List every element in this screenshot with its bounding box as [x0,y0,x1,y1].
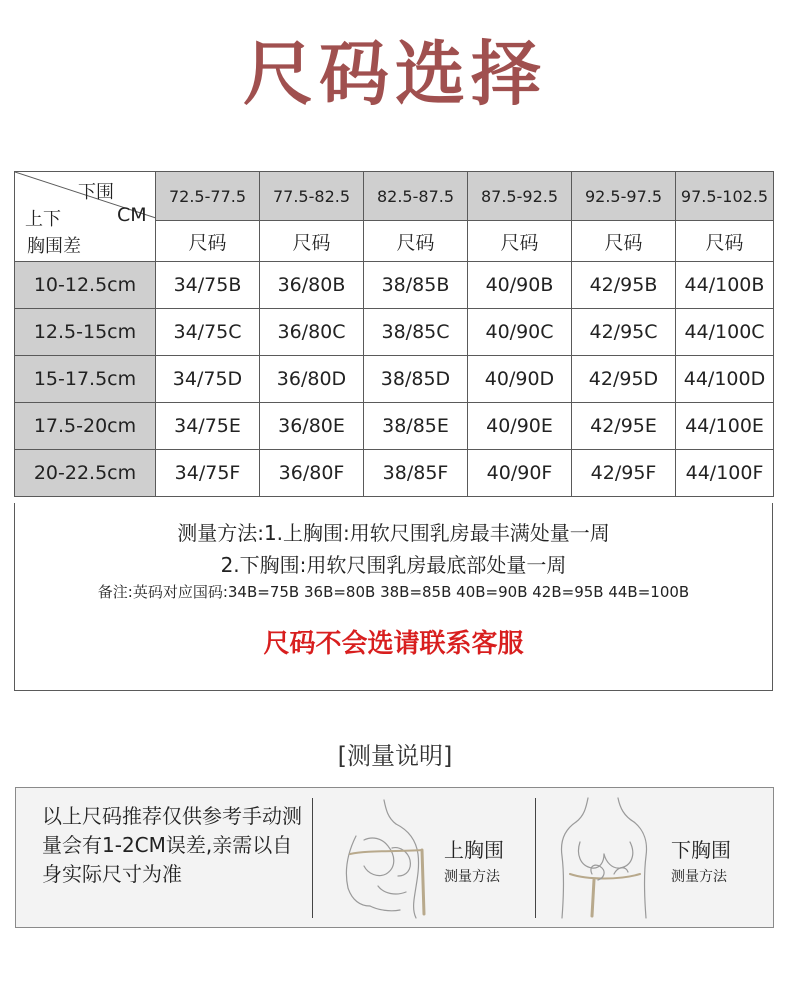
bust-diff-cell: 12.5-15cm [15,309,156,356]
size-label-cell: 尺码 [156,221,260,262]
size-cell: 40/90F [468,450,572,497]
size-table [14,171,774,497]
size-cell: 38/85F [364,450,468,497]
size-label-cell: 尺码 [468,221,572,262]
size-cell: 40/90B [468,262,572,309]
notes-box [14,503,773,691]
panel-divider [312,798,313,918]
size-cell: 42/95F [572,450,676,497]
size-cell: 42/95B [572,262,676,309]
table-corner-cell [15,172,156,262]
size-cell: 38/85C [364,309,468,356]
table-row [15,450,774,497]
size-cell: 34/75C [156,309,260,356]
panel-divider [535,798,536,918]
size-cell: 36/80D [260,356,364,403]
upper-bust-method-label: 测量方法 [444,869,500,885]
corner-bust-diff-label-1: 上下 [25,209,61,230]
corner-under-bust-label: 下围 [78,182,114,203]
size-label-cell: 尺码 [364,221,468,262]
size-cell: 44/100C [676,309,774,356]
size-label-cell: 尺码 [676,221,774,262]
table-row [15,309,774,356]
size-cell: 44/100E [676,403,774,450]
size-cell: 44/100F [676,450,774,497]
measure-method-line-1: 测量方法:1.上胸围:用软尺围乳房最丰满处量一周 [177,521,610,545]
size-cell: 44/100B [676,262,774,309]
range-header: 77.5-82.5 [260,172,364,221]
table-row [15,403,774,450]
size-cell: 42/95D [572,356,676,403]
size-cell: 40/90D [468,356,572,403]
table-row [15,262,774,309]
size-cell: 36/80F [260,450,364,497]
size-label-cell: 尺码 [572,221,676,262]
corner-unit-label: CM [117,204,147,226]
size-cell: 36/80C [260,309,364,356]
size-label-cell: 尺码 [260,221,364,262]
measure-method-line-2: 2.下胸围:用软尺围乳房最底部处量一周 [220,553,567,577]
size-cell: 34/75F [156,450,260,497]
range-header: 87.5-92.5 [468,172,572,221]
measure-section-title: [测量说明] [337,742,453,770]
size-cell: 40/90E [468,403,572,450]
size-cell: 36/80E [260,403,364,450]
size-cell: 38/85E [364,403,468,450]
size-conversion-note: 备注:英码对应国码:34B=75B 36B=80B 38B=85B 40B=90B 42B=95B 44B=100B [97,583,690,601]
size-cell: 40/90C [468,309,572,356]
range-header: 72.5-77.5 [156,172,260,221]
size-cell: 38/85D [364,356,468,403]
size-cell: 44/100D [676,356,774,403]
lower-bust-label: 下胸围 [671,838,731,862]
range-header: 82.5-87.5 [364,172,468,221]
bust-diff-cell: 10-12.5cm [15,262,156,309]
bust-diff-cell: 15-17.5cm [15,356,156,403]
page-title: 尺码选择 [243,33,547,115]
bust-diff-cell: 20-22.5cm [15,450,156,497]
size-cell: 34/75B [156,262,260,309]
lower-bust-figure-icon [548,796,660,920]
table-header-row [15,172,774,221]
measure-disclaimer: 以上尺码推荐仅供参考手动测量会有1-2CM误差,亲需以自身实际尺寸为准 [42,804,302,886]
measure-panel [15,787,774,928]
upper-bust-figure-icon [326,796,436,920]
range-header: 92.5-97.5 [572,172,676,221]
size-cell: 38/85B [364,262,468,309]
size-cell: 34/75E [156,403,260,450]
size-cell: 34/75D [156,356,260,403]
size-cell: 42/95E [572,403,676,450]
lower-bust-method-label: 测量方法 [671,869,727,885]
range-header: 97.5-102.5 [676,172,774,221]
contact-service-notice: 尺码不会选请联系客服 [263,629,524,659]
upper-bust-label: 上胸围 [444,838,504,862]
bust-diff-cell: 17.5-20cm [15,403,156,450]
corner-bust-diff-label-2: 胸围差 [27,236,81,257]
size-cell: 36/80B [260,262,364,309]
table-row [15,356,774,403]
size-cell: 42/95C [572,309,676,356]
